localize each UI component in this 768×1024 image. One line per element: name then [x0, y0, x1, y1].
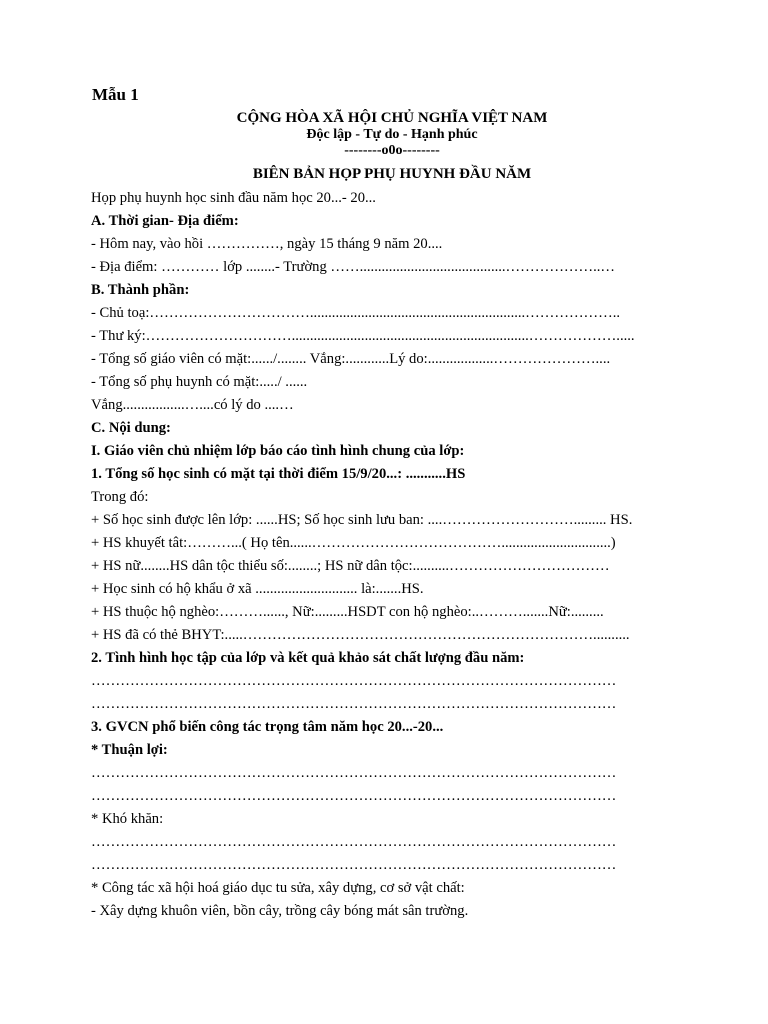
body-line: ………………………………………………………………………………………………	[91, 696, 617, 712]
body-line: Trong đó:	[91, 489, 149, 505]
body-line: - Tổng số giáo viên có mặt:....../........ Vắng:............Lý do:..................…………………....	[91, 351, 611, 367]
section-heading: 3. GVCN phổ biến công tác trọng tâm năm học 20...-20...	[91, 719, 444, 735]
body-line: + HS khuyết tât:………...( Họ tên......…………………………………..............................)	[91, 535, 616, 551]
body-line: ………………………………………………………………………………………………	[91, 788, 617, 804]
body-line: + Học sinh có hộ khẩu ở xã ............................ là:.......HS.	[91, 581, 424, 597]
body-line: * Công tác xã hội hoá giáo dục tu sửa, xây dựng, cơ sở vật chất:	[91, 880, 465, 896]
body-line: - Tổng số phụ huynh có mặt:...../ ......	[91, 374, 308, 390]
body-line: ………………………………………………………………………………………………	[91, 834, 617, 850]
body-line: - Xây dựng khuôn viên, bồn cây, trồng cây bóng mát sân trường.	[91, 903, 469, 919]
motto: Độc lập - Tự do - Hạnh phúc	[306, 127, 478, 142]
document-title: BIÊN BẢN HỌP PHỤ HUYNH ĐẦU NĂM	[252, 166, 532, 182]
header-divider: --------o0o--------	[344, 143, 440, 158]
body-line: Họp phụ huynh học sinh đầu năm học 20...- 20...	[91, 190, 376, 206]
body-line: - Chủ toạ:……………………………...........................................................………………..	[91, 305, 621, 321]
body-line: ………………………………………………………………………………………………	[91, 857, 617, 873]
section-heading: A. Thời gian- Địa điểm:	[91, 213, 239, 229]
section-heading: I. Giáo viên chủ nhiệm lớp báo cáo tình hình chung của lớp:	[91, 443, 465, 459]
body-line: + HS đã có thẻ BHYT:.....………………………………………………………………..........	[91, 627, 630, 643]
section-heading: 1. Tổng số học sinh có mặt tại thời điểm 15/9/20...: ...........HS	[91, 466, 466, 482]
body-line: ………………………………………………………………………………………………	[91, 765, 617, 781]
body-line: + HS thuộc hộ nghèo:………......, Nữ:.........HSDT con hộ nghèo:..……….......Nữ:.........	[91, 604, 604, 620]
body-line: ………………………………………………………………………………………………	[91, 673, 617, 689]
body-line: - Hôm nay, vào hồi ……………, ngày 15 tháng 9 năm 20....	[91, 236, 443, 252]
body-line: - Địa điểm: ………… lớp ........- Trường ……........................................………………..…	[91, 259, 615, 275]
nation-heading: CỘNG HÒA XÃ HỘI CHỦ NGHĨA VIỆT NAM	[236, 110, 548, 126]
section-heading: B. Thành phần:	[91, 282, 190, 298]
section-heading: C. Nội dung:	[91, 420, 171, 436]
body-line: - Thư ký:………………………….................................................................……………….....	[91, 328, 635, 344]
section-heading: 2. Tình hình học tập của lớp và kết quả khảo sát chất lượng đầu năm:	[91, 650, 525, 666]
body-line: Vắng.................…....có lý do ....…	[91, 397, 294, 413]
body-line: + HS nữ........HS dân tộc thiểu số:........; HS nữ dân tộc:..........……………………………	[91, 558, 610, 574]
form-label: Mẫu 1	[92, 85, 139, 104]
body-line: * Khó khăn:	[91, 811, 164, 827]
document-body	[91, 187, 761, 923]
section-heading: * Thuận lợi:	[91, 742, 168, 758]
body-line: + Số học sinh được lên lớp: ......HS; Số học sinh lưu ban: ....………………………......... HS.	[91, 512, 633, 528]
